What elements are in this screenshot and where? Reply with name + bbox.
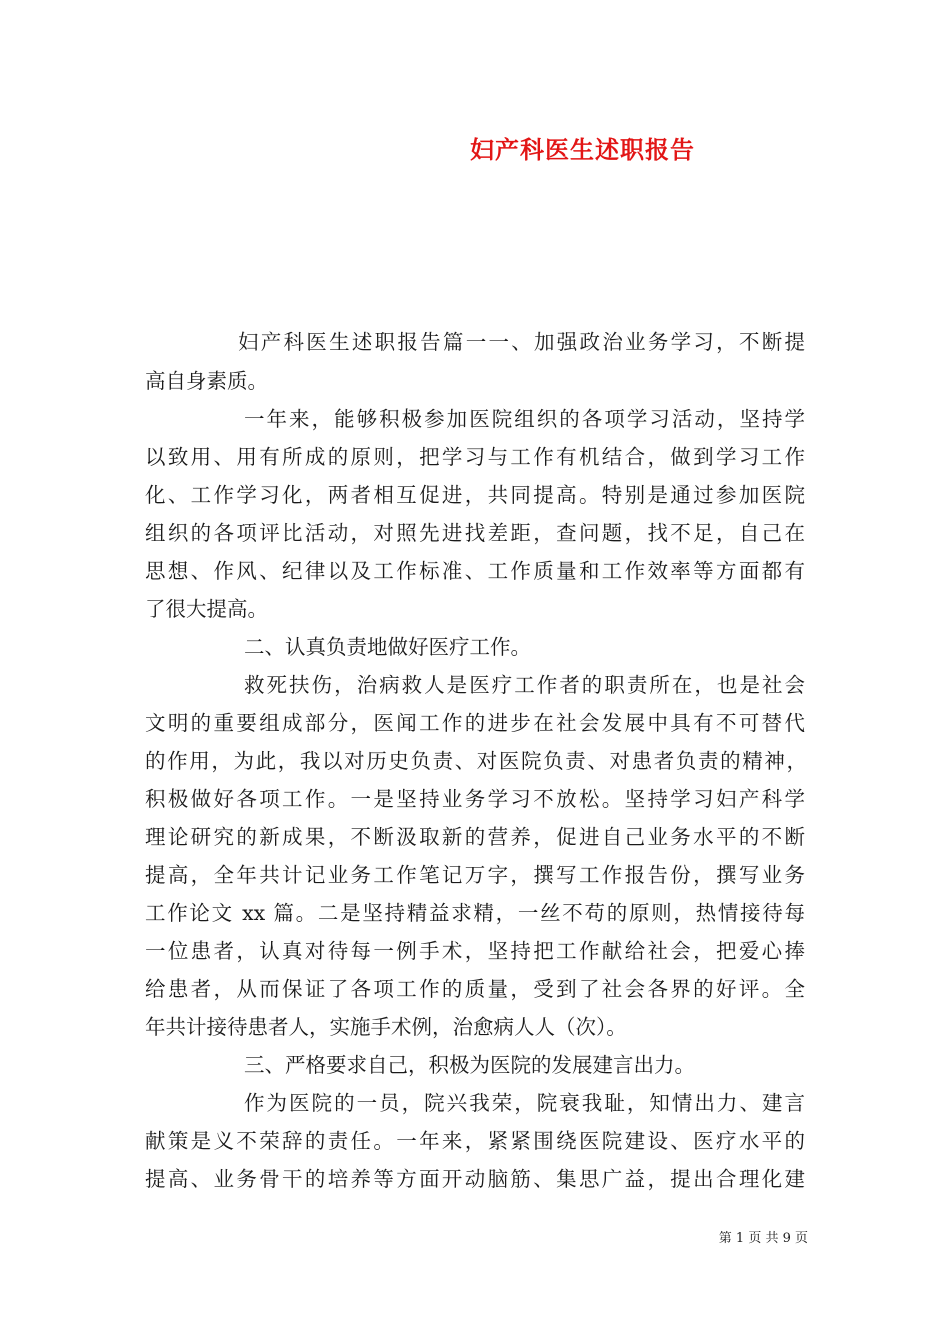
section-heading: 三、严格要求自己，积极为医院的发展建言出力。 [244,1053,695,1077]
text-line: 以致用、用有所成的原则，把学习与工作有机结合，做到学习工作 [145,445,805,469]
text-line: 提高、业务骨干的培养等方面开动脑筋、集思广益，提出合理化建 [145,1167,805,1191]
text-line: 积极做好各项工作。一是坚持业务学习不放松。坚持学习妇产科学 [145,787,805,811]
text-line: 救死扶伤，治病救人是医疗工作者的职责所在，也是社会 [244,673,805,697]
text-line: 工作论文 xx 篇。二是坚持精益求精，一丝不苟的原则，热情接待每 [145,901,805,925]
text-line: 文明的重要组成部分，医闻工作的进步在社会发展中具有不可替代 [145,711,805,735]
document-title: 妇产科医生述职报告 [470,135,695,164]
text-line: 高自身素质。 [145,369,268,393]
text-line: 组织的各项评比活动，对照先进找差距，查问题，找不足，自己在 [145,521,805,545]
text-line: 献策是义不荣辞的责任。一年来，紧紧围绕医院建设、医疗水平的 [145,1129,805,1153]
text-line: 一年来，能够积极参加医院组织的各项学习活动，坚持学 [244,407,805,431]
page-number: 第 1 页 共 9 页 [718,1231,808,1246]
text-line: 给患者，从而保证了各项工作的质量，受到了社会各界的好评。全 [145,977,805,1001]
text-line: 作为医院的一员，院兴我荣，院衰我耻，知情出力、建言 [244,1091,805,1115]
text-line: 年共计接待患者人，实施手术例，治愈病人人（次）。 [145,1015,627,1039]
text-line: 了很大提高。 [145,597,268,621]
text-line: 思想、作风、纪律以及工作标准、工作质量和工作效率等方面都有 [145,559,805,583]
section-heading: 二、认真负责地做好医疗工作。 [244,635,531,659]
text-line: 提高，全年共计记业务工作笔记万字，撰写工作报告份，撰写业务 [145,863,805,887]
text-line: 化、工作学习化，两者相互促进，共同提高。特别是通过参加医院 [145,483,805,507]
text-line: 妇产科医生述职报告篇一一、加强政治业务学习，不断提 [238,330,805,354]
text-line: 的作用，为此，我以对历史负责、对医院负责、对患者负责的精神， [145,749,807,773]
text-line: 一位患者，认真对待每一例手术，坚持把工作献给社会，把爱心捧 [145,939,805,963]
text-line: 理论研究的新成果，不断汲取新的营养，促进自己业务水平的不断 [145,825,805,849]
